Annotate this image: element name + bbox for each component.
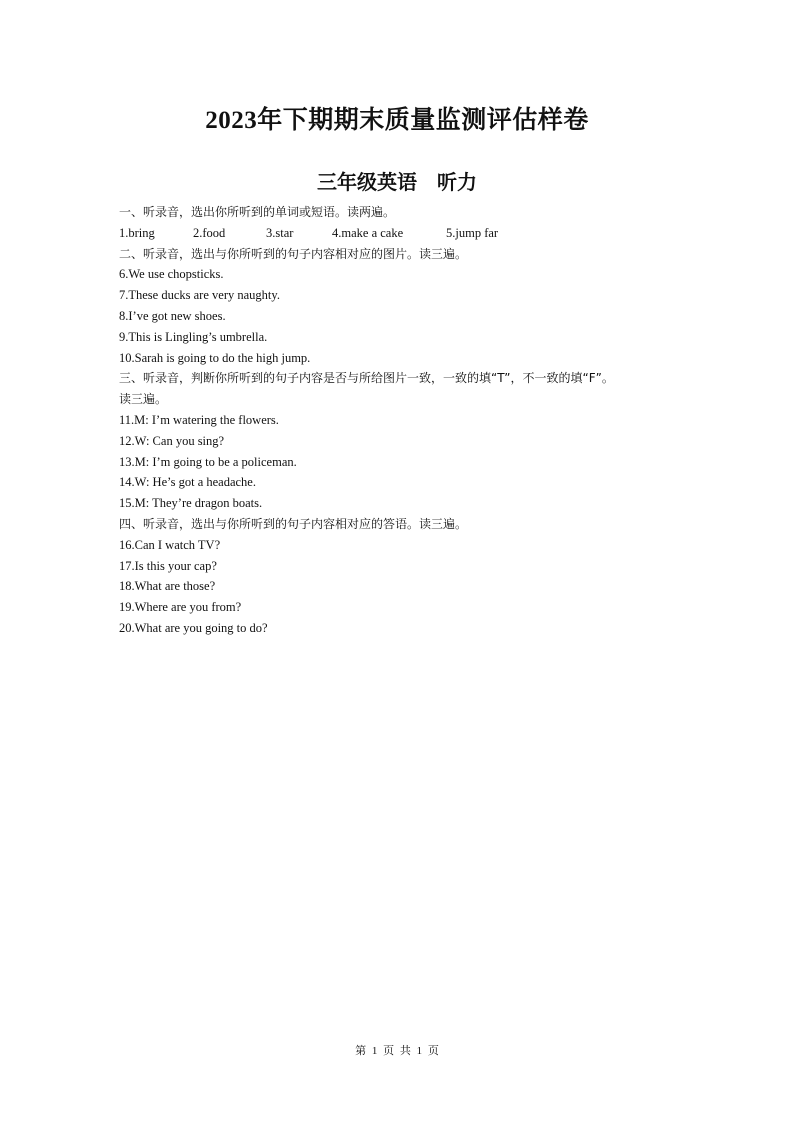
question-item: 11.M: I’m watering the flowers. — [119, 412, 279, 427]
section-4-heading: 四、听录音，选出与你所听到的句子内容相对应的答语。读三遍。 — [119, 516, 468, 531]
question-item: 17.Is this your cap? — [119, 558, 217, 573]
word-item: 5.jump far — [446, 225, 499, 240]
question-item: 13.M: I’m going to be a policeman. — [119, 454, 297, 469]
question-item: 8.I’ve got new shoes. — [119, 308, 226, 323]
section-3-heading-continued: 读三遍。 — [119, 392, 168, 407]
section-1-word-list — [119, 223, 689, 244]
question-item: 9.This is Lingling’s umbrella. — [119, 329, 268, 344]
word-item: 4.make a cake — [332, 225, 404, 240]
question-item: 18.What are those? — [119, 579, 216, 594]
question-item: 10.Sarah is going to do the high jump. — [119, 350, 311, 365]
word-item: 1.bring — [119, 225, 155, 240]
document-subtitle: 三年级英语 听力 — [317, 172, 477, 194]
question-item: 16.Can I watch TV? — [119, 537, 221, 552]
word-item: 3.star — [266, 225, 294, 240]
question-item: 12.W: Can you sing? — [119, 433, 225, 448]
question-item: 7.These ducks are very naughty. — [119, 288, 280, 303]
question-item: 15.M: They’re dragon boats. — [119, 496, 263, 511]
question-item: 6.We use chopsticks. — [119, 267, 224, 282]
section-2-heading: 二、听录音，选出与你所听到的句子内容相对应的图片。读三遍。 — [119, 246, 468, 261]
word-item: 2.food — [193, 225, 226, 240]
question-item: 19.Where are you from? — [119, 600, 242, 615]
question-item: 14.W: He’s got a headache. — [119, 475, 256, 490]
page-footer: 第 1 页 共 1 页 — [355, 1045, 439, 1057]
document-body — [119, 202, 689, 639]
section-3-heading: 三、听录音，判断你所听到的句子内容是否与所给图片一致，一致的填“T”，不一致的填“F”。 — [119, 371, 614, 386]
document-title: 2023年下期期末质量监测评估样卷 — [205, 107, 589, 134]
question-item: 20.What are you going to do? — [119, 620, 268, 635]
section-1-heading: 一、听录音，选出你所听到的单词或短语。读两遍。 — [119, 205, 396, 219]
